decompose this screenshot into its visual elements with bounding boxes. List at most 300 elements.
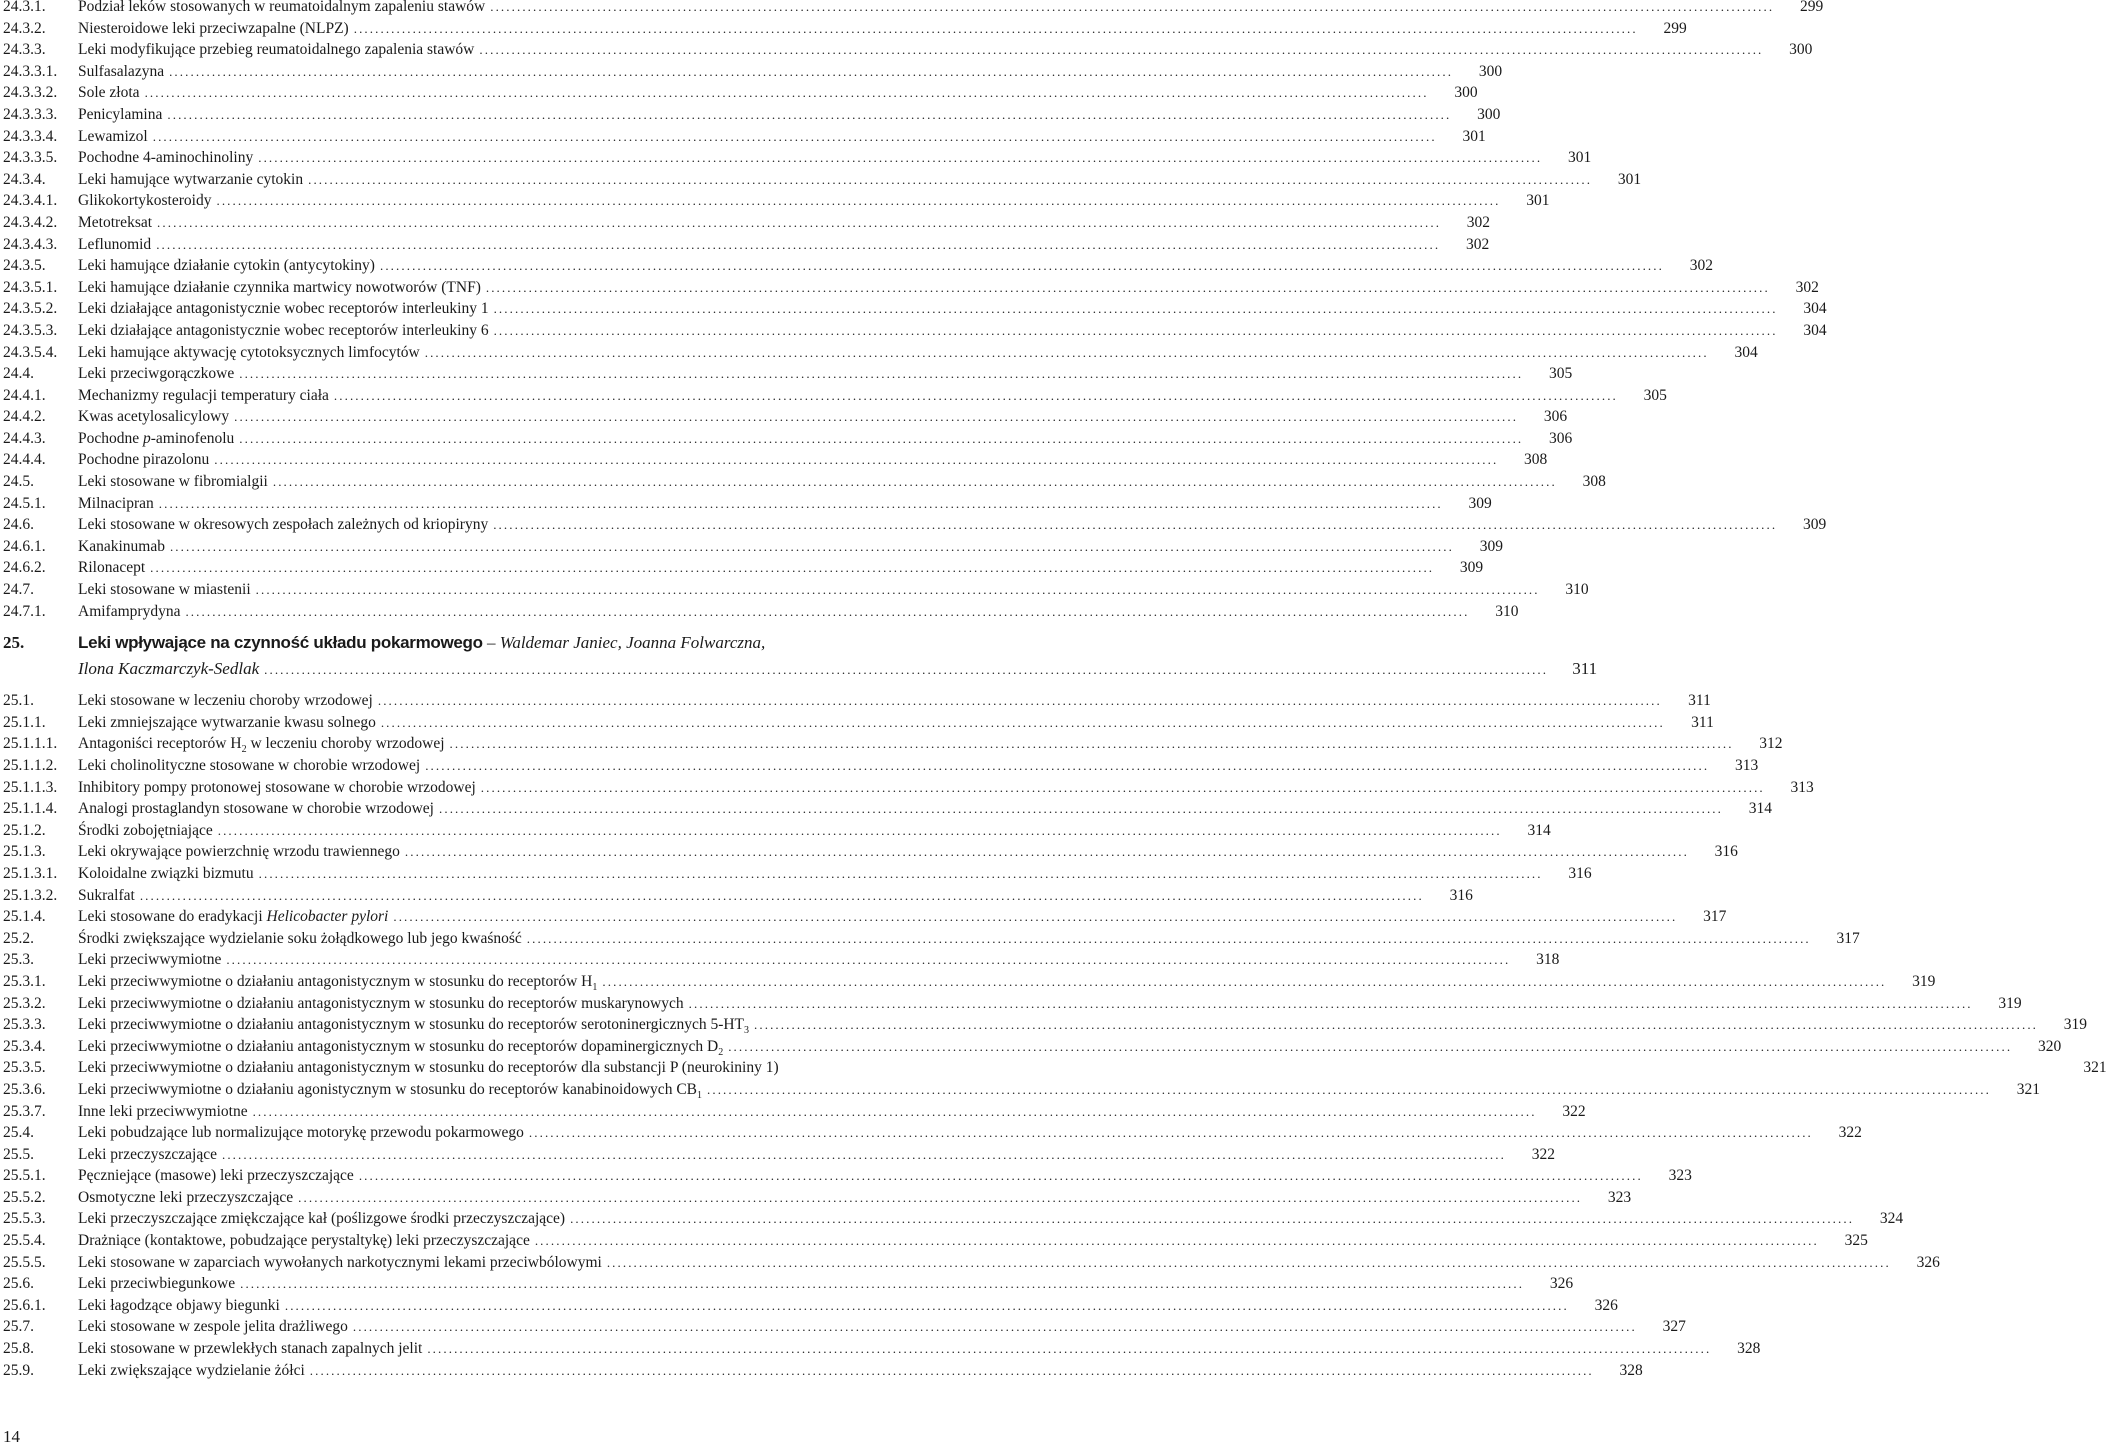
toc-entry (3, 385, 1667, 407)
entry-title (78, 1014, 749, 1036)
entry-page: 318 (1536, 951, 1560, 969)
entry-number: 24.3.1. (3, 0, 46, 15)
entry-title (78, 18, 349, 40)
toc-entry (3, 18, 1687, 40)
entry-page: 319 (1998, 994, 2022, 1012)
toc-entry (3, 690, 1711, 712)
entry-title-italic: Helicobacter pylori (266, 908, 389, 926)
entry-title (78, 1230, 530, 1252)
leader-dots (264, 657, 1548, 683)
toc-entry (3, 1208, 1904, 1230)
leader-dots (253, 1101, 1537, 1123)
entry-number: 24.6.1. (3, 537, 46, 555)
toc-entry (3, 971, 1936, 994)
entry-title (78, 1144, 217, 1166)
chapter-title-line (78, 630, 765, 656)
entry-number: 24.3.4.1. (3, 192, 58, 210)
entry-title-subscript: 1 (697, 1090, 702, 1101)
entry-title (78, 690, 373, 712)
entry-number: 25.3.2. (3, 994, 46, 1012)
entry-title-text: Leki stosowane do eradykacji (78, 908, 267, 926)
entry-title (78, 1101, 248, 1123)
entry-page: 328 (1619, 1361, 1643, 1379)
leader-dots (450, 733, 1734, 755)
entry-title-text: Leki przeciwwymiotne o działaniu antagonistycznym w stosunku do receptorów muskarynowych (78, 994, 684, 1012)
table-of-contents (3, 0, 2107, 1381)
entry-number: 25.7. (3, 1318, 34, 1336)
entry-title (78, 1057, 779, 1079)
leader-dots (602, 971, 1886, 993)
entry-title (78, 1316, 348, 1338)
entry-page: 323 (1607, 1188, 1632, 1206)
entry-number: 25.3.3. (3, 1016, 46, 1034)
leader-dots (707, 1079, 1991, 1101)
entry-page: 321 (2083, 1059, 2107, 1077)
entry-title-text: Leki przeciwwymiotne o działaniu antagonistycznym w stosunku do receptorów serotoninergicznych 5-HT (78, 1016, 745, 1034)
entry-title (78, 126, 148, 148)
entry-number: 24.3.4. (3, 170, 46, 188)
entry-page: 302 (1466, 213, 1491, 231)
entry-title (78, 863, 254, 885)
leader-dots (185, 601, 1469, 623)
toc-section-24 (3, 0, 1827, 622)
toc-entry (3, 471, 1606, 493)
entry-number: 24.4.3. (3, 429, 46, 447)
toc-entry (3, 493, 1492, 515)
entry-title (78, 1273, 235, 1295)
entry-title (78, 601, 180, 623)
entry-page: 326 (1916, 1253, 1940, 1271)
entry-number: 25.1.1.4. (3, 800, 58, 818)
entry-title-text: Leki przeciwwymiotne o działaniu agonistycznym w stosunku do receptorów kanabinoidowych CB (78, 1080, 697, 1098)
entry-title-text: -aminofenolu (150, 429, 235, 447)
entry-number: 25.1.3.2. (3, 886, 58, 904)
entry-title-text: Inhibitory pompy protonowej stosowane w chorobie wrzodowej (78, 778, 476, 796)
toc-entry (3, 928, 1860, 950)
leader-dots (222, 1144, 1506, 1166)
toc-entry (3, 755, 1759, 777)
entry-title (78, 212, 152, 234)
entry-title-text: Leki łagodzące objawy biegunki (78, 1296, 280, 1314)
entry-page: 311 (1691, 713, 1714, 731)
toc-entry (3, 320, 1827, 342)
leader-dots (486, 277, 1770, 299)
leader-dots (494, 298, 1778, 320)
toc-entry (3, 147, 1592, 169)
entry-page: 314 (1527, 821, 1551, 839)
entry-page: 324 (1879, 1210, 1904, 1228)
entry-title-text: Leki cholinolityczne stosowane w chorobie wrzodowej (78, 757, 421, 774)
spacer (3, 682, 956, 690)
entry-title-subscript: 3 (744, 1025, 750, 1037)
entry-title (78, 234, 151, 256)
entry-title (78, 755, 420, 777)
entry-number: 24.3.5. (3, 257, 46, 275)
entry-page: 309 (1479, 537, 1503, 555)
entry-page: 314 (1748, 800, 1772, 818)
entry-page: 310 (1495, 602, 1519, 620)
entry-title-text: Mechanizmy regulacji temperatury ciała (78, 386, 329, 404)
entry-title (78, 1208, 565, 1230)
leader-dots (259, 863, 1543, 885)
entry-number: 24.4.4. (3, 451, 46, 469)
leader-dots (157, 212, 1441, 234)
entry-number: 24.6.2. (3, 559, 46, 577)
entry-page: 299 (1799, 0, 1824, 15)
toc-entry (3, 514, 1827, 536)
entry-title (78, 928, 522, 950)
entry-title-text: Leki hamujące wytwarzanie cytokin (78, 170, 304, 188)
leader-dots (479, 39, 1763, 61)
entry-number: 25.1.4. (3, 908, 46, 926)
toc-entry (3, 1316, 1686, 1338)
entry-page: 309 (1459, 559, 1484, 577)
entry-number: 24.3.3.2. (3, 84, 58, 102)
entry-title (78, 493, 154, 515)
entry-title-text: Leki przeciwbiegunkowe (78, 1275, 236, 1293)
entry-page: 301 (1567, 149, 1592, 167)
entry-title-text: Penicylamina (78, 105, 163, 123)
entry-number: 25.3.1. (3, 972, 46, 990)
entry-page: 302 (1689, 257, 1713, 275)
entry-title-text: Leki przeciwgorączkowe (78, 365, 235, 383)
leader-dots (240, 1273, 1524, 1295)
leader-dots (728, 1036, 2012, 1058)
entry-page: 302 (1465, 235, 1490, 253)
entry-number: 24.3.5.3. (3, 321, 58, 339)
entry-title-text: w leczeniu choroby wrzodowej (246, 735, 445, 753)
leader-dots (234, 406, 1518, 428)
toc-entry (3, 169, 1642, 191)
entry-page: 323 (1668, 1167, 1692, 1185)
entry-title (78, 428, 234, 450)
toc-entry (3, 841, 1738, 863)
entry-title (78, 777, 476, 799)
toc-entry (3, 798, 1772, 820)
entry-page: 320 (2037, 1037, 2062, 1055)
entry-title-text: Pochodne 4-aminochinoliny (78, 149, 254, 167)
entry-page: 301 (1526, 192, 1550, 210)
entry-title-text: Leki hamujące działanie czynnika martwicy nowotworów (TNF) (78, 278, 481, 296)
entry-number: 25.1.2. (3, 821, 46, 839)
entry-page: 326 (1594, 1296, 1618, 1314)
entry-title-text: Sukralfat (78, 886, 135, 904)
entry-page: 317 (1703, 908, 1727, 926)
entry-page: 300 (1478, 62, 1503, 80)
entry-title (78, 1252, 602, 1274)
entry-title (78, 841, 400, 863)
leader-dots (607, 1252, 1891, 1274)
entry-number: 24.3.4.3. (3, 235, 58, 253)
leader-dots (405, 841, 1689, 863)
entry-title-text: Pęczniejące (masowe) leki przeczyszczające (78, 1167, 354, 1185)
entry-title-text: Środki zwiększające wydzielanie soku żołądkowego lub jego kwaśność (78, 929, 522, 947)
entry-title-text: Pochodne (78, 429, 144, 447)
toc-entry (3, 1036, 2062, 1058)
entry-page: 322 (1562, 1102, 1586, 1120)
entry-number: 25.3. (3, 951, 34, 969)
entry-page: 300 (1477, 105, 1501, 123)
entry-title-text: Metotreksat (78, 213, 153, 231)
chapter-authors-line2: Ilona Kaczmarczyk-Sedlak (78, 659, 260, 679)
entry-number: 25.1. (3, 692, 34, 710)
toc-entry (3, 1144, 1555, 1166)
leader-dots (156, 234, 1440, 256)
entry-number: 25.1.1.1. (3, 735, 58, 753)
entry-title-text: Sole złota (78, 84, 140, 102)
leader-dots (334, 385, 1618, 407)
toc-entry (3, 601, 1519, 623)
entry-page: 300 (1789, 41, 1813, 59)
entry-title-text: Pochodne pirazolonu (78, 451, 210, 469)
entry-title (78, 971, 597, 993)
leader-dots (308, 169, 1592, 191)
entry-number: 24.3.3.4. (3, 127, 58, 145)
entry-number: 25.2. (3, 929, 34, 947)
entry-number: 25.9. (3, 1361, 34, 1379)
entry-title-text: Leki przeciwwymiotne o działaniu antagonistycznym w stosunku do receptorów H (78, 972, 593, 990)
entry-title (78, 39, 474, 61)
toc-entry (3, 885, 1473, 907)
leader-dots (493, 514, 1777, 536)
toc-entry (3, 949, 1560, 971)
entry-title-text: Glikokortykosteroidy (78, 192, 212, 210)
entry-number: 24.3.5.1. (3, 278, 58, 296)
entry-title-text: Kwas acetylosalicylowy (78, 408, 230, 426)
entry-number: 25.3.4. (3, 1037, 46, 1055)
toc-entry (3, 255, 1713, 277)
entry-title (78, 1079, 702, 1101)
toc-entry (3, 104, 1501, 126)
entry-title (78, 147, 253, 169)
toc-entry (3, 342, 1758, 364)
toc-entry (3, 906, 1727, 928)
entry-page: 313 (1734, 757, 1759, 774)
entry-title (78, 1295, 280, 1317)
chapter-authors-line1: Waldemar Janiec, Joanna Folwarczna, (499, 633, 766, 653)
entry-title-text: Drażniące (kontaktowe, pobudzające perystaltykę) leki przeczyszczające (78, 1232, 530, 1250)
entry-page: 306 (1549, 429, 1573, 447)
toc-entry (3, 1122, 1862, 1144)
entry-title (78, 190, 211, 212)
entry-title (78, 993, 684, 1015)
entry-title-text: Leki hamujące aktywację cytotoksycznych limfocytów (78, 343, 420, 361)
entry-title-text: Rilonacept (78, 559, 146, 577)
leader-dots (169, 61, 1453, 83)
leader-dots (494, 320, 1778, 342)
entry-title-text: Lewamizol (78, 127, 148, 145)
entry-title-subscript: 2 (241, 744, 247, 756)
entry-number: 25.1.1. (3, 713, 46, 731)
entry-title-text: Leki pobudzające lub normalizujące motorykę przewodu pokarmowego (78, 1124, 524, 1142)
entry-page: 313 (1790, 778, 1814, 796)
entry-title (78, 1165, 354, 1187)
entry-number: 25.3.7. (3, 1102, 46, 1120)
leader-dots (439, 798, 1723, 820)
leader-dots (425, 755, 1709, 777)
toc-entry (3, 557, 1484, 579)
entry-title-text: Leki przeciwwymiotne (78, 951, 222, 969)
entry-title (78, 406, 229, 428)
leader-dots (354, 18, 1638, 40)
entry-title (78, 363, 234, 385)
entry-page: 325 (1844, 1232, 1868, 1250)
entry-number: 25.8. (3, 1340, 34, 1358)
entry-number: 25.5.2. (3, 1188, 46, 1206)
toc-entry (3, 579, 1589, 601)
entry-title-text: Sulfasalazyna (78, 62, 165, 80)
entry-number: 24.4. (3, 365, 34, 383)
entry-title (78, 712, 376, 734)
entry-page: 305 (1548, 365, 1573, 383)
entry-number: 24.3.3.3. (3, 105, 58, 123)
entry-title-text: Leki przeciwwymiotne o działaniu antagonistycznym w stosunku do receptorów dopaminergicznych D (78, 1037, 719, 1055)
entry-title (78, 82, 140, 104)
leader-dots (529, 1122, 1813, 1144)
entry-title-text: Niesteroidowe leki przeciwzapalne (NLPZ) (78, 19, 349, 37)
entry-title-text: Antagoniści receptorów H (78, 735, 242, 753)
entry-title (78, 104, 162, 126)
entry-title (78, 298, 489, 320)
entry-number: 24.7.1. (3, 602, 46, 620)
entry-number: 25.4. (3, 1124, 34, 1142)
chapter-title: Leki wpływające na czynność układu pokarmowego (78, 633, 483, 653)
entry-page: 319 (1912, 972, 1936, 990)
leader-dots (239, 363, 1523, 385)
entry-title-text: Leki zwiększające wydzielanie żółci (78, 1361, 305, 1379)
toc-entry (3, 1338, 1761, 1360)
entry-title (78, 449, 209, 471)
leader-dots (258, 147, 1542, 169)
toc-entry (3, 863, 1592, 885)
entry-page: 309 (1468, 494, 1492, 512)
entry-title (78, 320, 489, 342)
entry-page: 328 (1737, 1340, 1761, 1358)
leader-dots (427, 1338, 1711, 1360)
entry-number: 25.5.1. (3, 1167, 46, 1185)
leader-dots (353, 1316, 1637, 1338)
leader-dots (145, 82, 1429, 104)
leader-dots (150, 557, 1434, 579)
leader-dots (481, 777, 1765, 799)
entry-number: 25.3.6. (3, 1080, 46, 1098)
entry-title (78, 471, 268, 493)
entry-title (78, 342, 420, 364)
entry-number: 25.5. (3, 1145, 34, 1163)
entry-page: 304 (1734, 343, 1758, 361)
entry-page: 301 (1462, 127, 1486, 145)
chapter-page: 311 (1572, 659, 1598, 679)
toc-entry (3, 1101, 1586, 1123)
entry-page: 304 (1803, 321, 1827, 339)
entry-number: 24.3.2. (3, 19, 46, 37)
entry-page: 327 (1662, 1318, 1686, 1336)
entry-number: 25.1.1.2. (3, 757, 58, 774)
leader-dots (754, 1014, 2038, 1036)
entry-number: 24.4.2. (3, 408, 46, 426)
leader-dots (256, 579, 1540, 601)
entry-title-text: Leki stosowane w okresowych zespołach zależnych od kriopiryny (78, 516, 489, 534)
entry-number: 25.5.3. (3, 1210, 46, 1228)
entry-page: 311 (1688, 692, 1711, 710)
entry-title (78, 557, 145, 579)
entry-number: 24.3.5.4. (3, 343, 58, 361)
entry-title-subscript: 2 (718, 1046, 724, 1058)
entry-title-text: Środki zobojętniające (78, 821, 213, 839)
entry-title-text: Leki stosowane w zaparciach wywołanych narkotycznymi lekami przeciwbólowymi (78, 1253, 602, 1271)
toc-entry (3, 406, 1568, 428)
leader-dots (218, 820, 1502, 842)
entry-title-text: Leki stosowane w przewlekłych stanach zapalnych jelit (78, 1340, 423, 1358)
leader-dots (298, 1187, 1582, 1209)
entry-number: 25.5.4. (3, 1232, 46, 1250)
entry-page: 322 (1531, 1145, 1555, 1163)
toc-entry (3, 212, 1491, 234)
toc-entry (3, 1252, 1940, 1274)
leader-dots (359, 1165, 1643, 1187)
entry-page: 316 (1714, 843, 1738, 861)
toc-entry (3, 61, 1503, 83)
entry-title-text: Milnacipran (78, 494, 154, 512)
toc-entry (3, 1360, 1643, 1382)
leader-dots (159, 493, 1443, 515)
entry-title-text: Leki stosowane w fibromialgii (78, 473, 268, 491)
entry-title-text: Leki zmniejszające wytwarzanie kwasu solnego (78, 713, 376, 731)
entry-title (78, 255, 375, 277)
leader-dots (425, 342, 1709, 364)
chapter-row-2 (3, 656, 1598, 682)
entry-number: 24.6. (3, 516, 34, 534)
leader-dots (381, 712, 1665, 734)
entry-title-text: Leki działające antagonistycznie wobec receptorów interleukiny 1 (78, 300, 489, 318)
entry-title-text: Koloidalne związki bizmutu (78, 864, 254, 882)
toc-entry (3, 126, 1486, 148)
toc-entry (3, 1079, 2040, 1101)
leader-dots (170, 536, 1454, 558)
entry-number: 24.3.3. (3, 41, 46, 59)
entry-page: 301 (1617, 170, 1642, 188)
chapter-row (3, 630, 956, 656)
entry-page: 308 (1524, 451, 1548, 469)
entry-title (78, 61, 164, 83)
leader-dots (239, 428, 1523, 450)
entry-title (78, 1036, 723, 1058)
leader-dots (226, 949, 1510, 971)
leader-dots (216, 190, 1500, 212)
leader-dots (140, 885, 1424, 907)
entry-number: 24.3.5.2. (3, 300, 58, 318)
entry-title (78, 1360, 305, 1382)
entry-page: 308 (1582, 473, 1606, 491)
entry-page: 304 (1803, 300, 1827, 318)
entry-title (78, 385, 329, 407)
entry-title (78, 169, 303, 191)
leader-dots (380, 255, 1664, 277)
entry-title-text: Leki hamujące działanie cytokin (antycytokiny) (78, 257, 375, 275)
toc-entry (3, 363, 1573, 385)
entry-title (78, 277, 481, 299)
entry-title-text: Leki przeciwwymiotne o działaniu antagonistycznym w stosunku do receptorów dla substancji P (neurokininy 1) (78, 1059, 779, 1077)
chapter-heading (3, 630, 1598, 682)
entry-title-text: Leki stosowane w miastenii (78, 581, 251, 599)
toc-entry (3, 1187, 1632, 1209)
toc-entry (3, 277, 1819, 299)
entry-number: 25.1.3.1. (3, 864, 58, 882)
entry-title-subscript: 1 (592, 982, 598, 994)
toc-entry (3, 820, 1551, 842)
toc-entry (3, 1295, 1618, 1317)
entry-page: 322 (1838, 1124, 1862, 1142)
